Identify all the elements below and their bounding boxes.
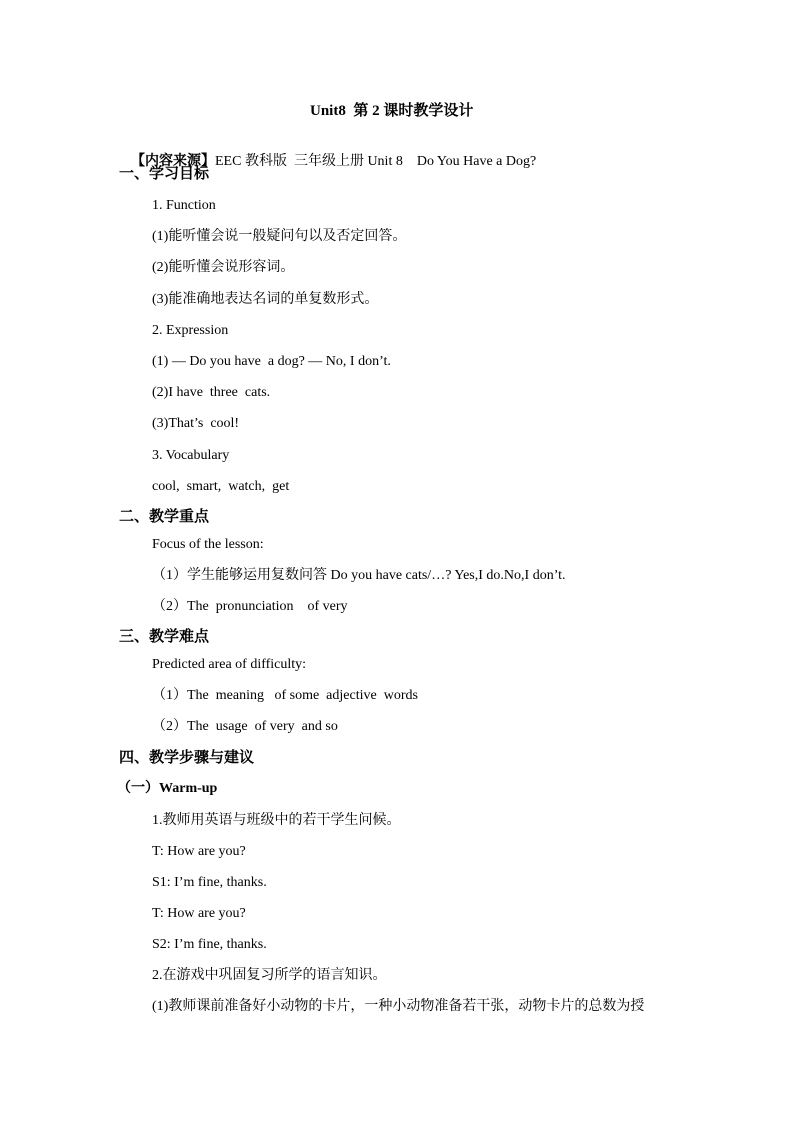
objective-line: (3)That’s cool! — [152, 416, 240, 431]
content-source-label: 【内容来源】 — [131, 154, 215, 169]
difficulty-line: （2）The usage of very and so — [152, 719, 338, 734]
objective-line: cool, smart, watch, get — [152, 479, 290, 494]
difficulty-line: （1）The meaning of some adjective words — [152, 688, 418, 703]
procedure-line: S1: I’m fine, thanks. — [152, 875, 267, 890]
section-heading-difficulties: 三、教学难点 — [119, 629, 210, 645]
content-source-text: EEC 教科版 三年级上册 Unit 8 Do You Have a Dog? — [215, 154, 537, 169]
key-point-line: （1）学生能够运用复数问答 Do you have cats/…? Yes,I do.No,I don’t. — [152, 568, 566, 583]
procedure-line: 1.教师用英语与班级中的若干学生问候。 — [152, 813, 401, 828]
procedure-line: T: How are you? — [152, 906, 246, 921]
section-heading-key-points: 二、教学重点 — [119, 509, 210, 525]
objective-line: 2. Expression — [152, 323, 229, 338]
section-heading-objectives: 一、学习目标 — [119, 166, 210, 182]
procedure-line: (1)教师课前准备好小动物的卡片，一种小动物准备若干张，动物卡片的总数为授 — [152, 999, 645, 1014]
objective-line: 3. Vocabulary — [152, 448, 230, 463]
sub-heading-warm-up: （一）Warm-up — [117, 781, 218, 796]
key-point-line: （2）The pronunciation of very — [152, 599, 348, 614]
objective-line: (3)能准确地表达名词的单复数形式。 — [152, 292, 379, 307]
procedure-line: T: How are you? — [152, 844, 246, 859]
key-point-line: Focus of the lesson: — [152, 537, 264, 552]
objective-line: (1) — Do you have a dog? — No, I don’t. — [152, 354, 391, 369]
section-heading-procedure: 四、教学步骤与建议 — [119, 750, 255, 766]
procedure-line: S2: I’m fine, thanks. — [152, 937, 267, 952]
objective-line: (2)能听懂会说形容词。 — [152, 260, 295, 275]
objective-line: (2)I have three cats. — [152, 385, 271, 400]
objective-line: 1. Function — [152, 198, 216, 213]
objective-line: (1)能听懂会说一般疑问句以及否定回答。 — [152, 229, 407, 244]
procedure-line: 2.在游戏中巩固复习所学的语言知识。 — [152, 968, 387, 983]
difficulty-line: Predicted area of difficulty: — [152, 657, 307, 672]
document-title: Unit8 第 2 课时教学设计 — [310, 103, 474, 119]
